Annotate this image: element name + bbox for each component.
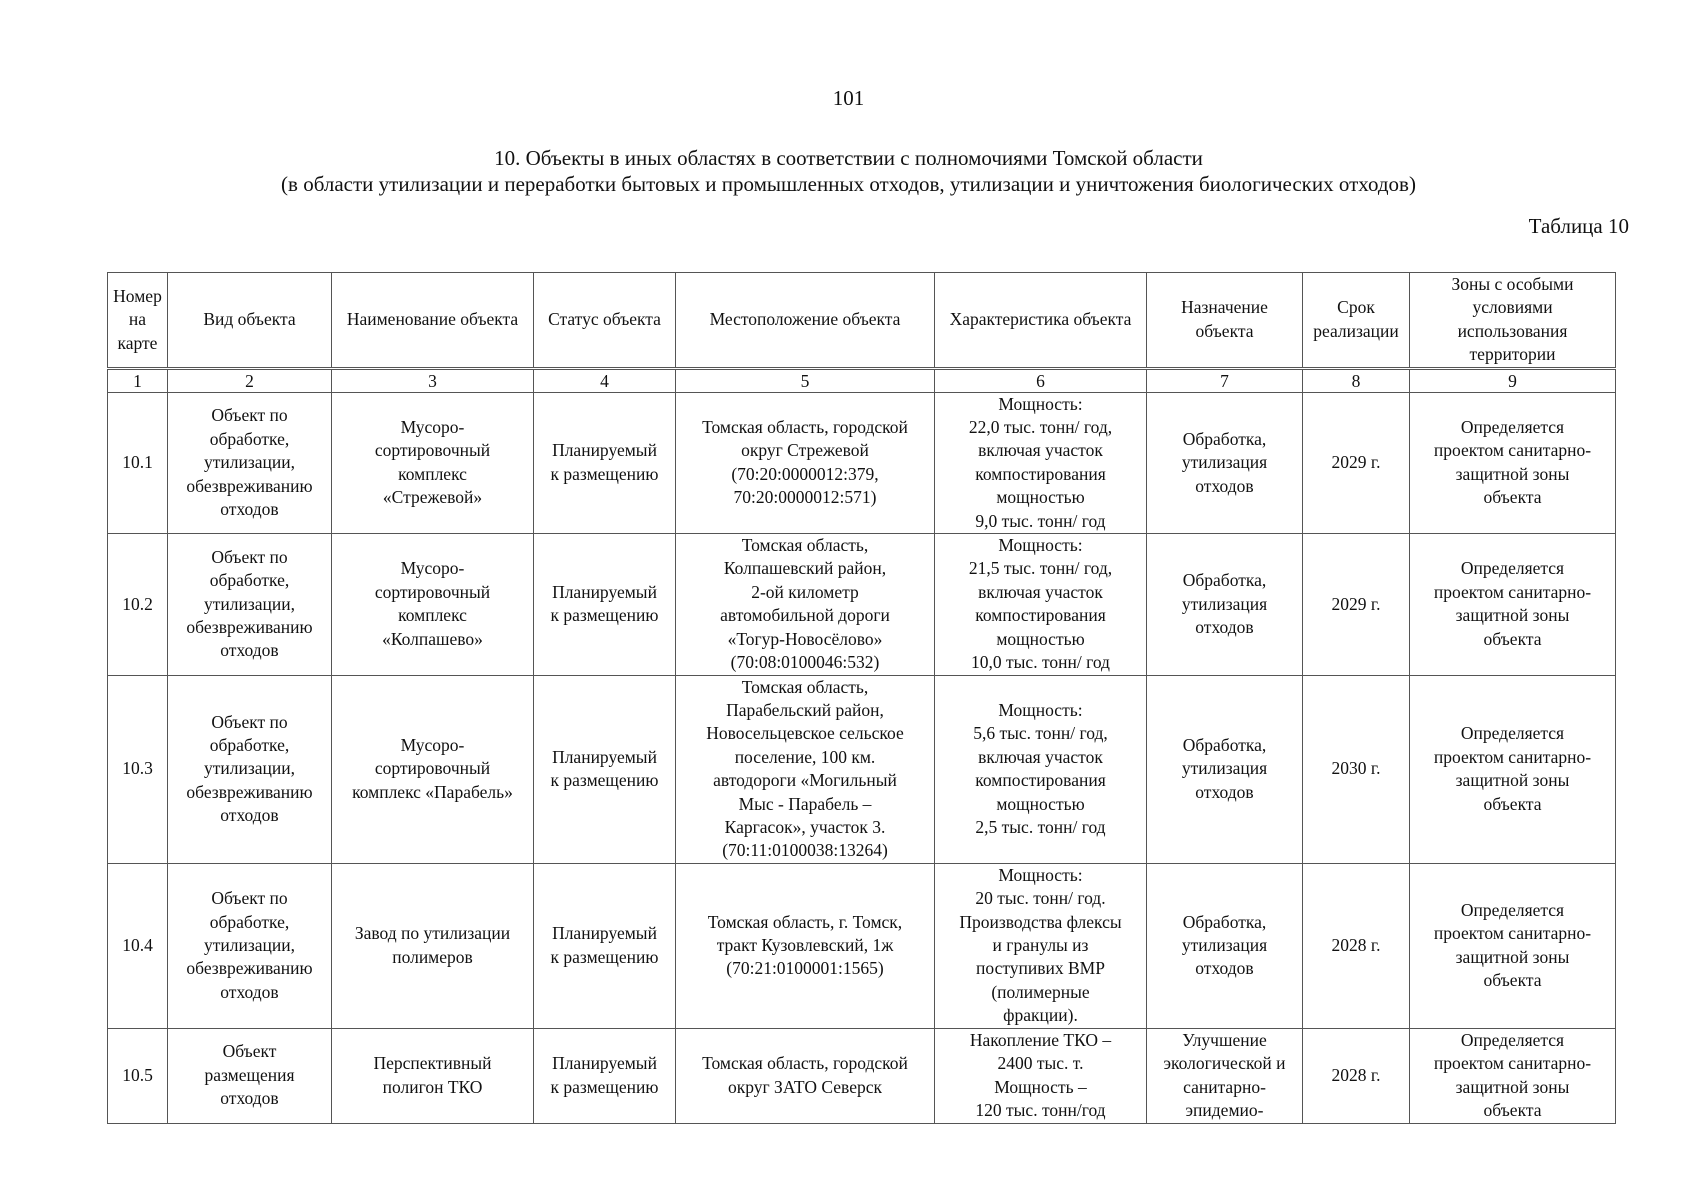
column-number: 7 xyxy=(1147,368,1303,392)
cell-term: 2029 г. xyxy=(1303,392,1410,533)
cell-term: 2028 г. xyxy=(1303,1028,1410,1123)
cell-type: Объект по обработке, утилизации, обезвреживанию отходов xyxy=(168,534,332,675)
cell-location: Томская область, г. Томск, тракт Кузовлевский, 1ж (70:21:0100001:1565) xyxy=(676,863,935,1028)
cell-name: Мусоро- сортировочный комплекс «Парабель» xyxy=(332,675,534,863)
objects-table xyxy=(107,272,1616,1124)
header-cell-type: Вид объекта xyxy=(168,273,332,369)
cell-characteristic: Мощность: 21,5 тыс. тонн/ год, включая участок компостирования мощностью 10,0 тыс. тонн/ год xyxy=(935,534,1147,675)
cell-type: Объект по обработке, утилизации, обезвреживанию отходов xyxy=(168,392,332,533)
cell-purpose: Обработка, утилизация отходов xyxy=(1147,863,1303,1028)
cell-location: Томская область, городской округ Стрежевой (70:20:0000012:379, 70:20:0000012:571) xyxy=(676,392,935,533)
column-number: 2 xyxy=(168,368,332,392)
cell-status: Планируемый к размещению xyxy=(534,675,676,863)
table-row xyxy=(108,863,1616,1028)
column-number-row xyxy=(108,368,1616,392)
heading-line-2: (в области утилизации и переработки бытовых и промышленных отходов, утилизации и уничтожения биологических отходов) xyxy=(281,172,1416,196)
cell-type: Объект по обработке, утилизации, обезвреживанию отходов xyxy=(168,675,332,863)
column-number: 4 xyxy=(534,368,676,392)
cell-name: Перспективный полигон ТКО xyxy=(332,1028,534,1123)
cell-status: Планируемый к размещению xyxy=(534,863,676,1028)
cell-zones: Определяется проектом санитарно- защитной зоны объекта xyxy=(1410,863,1616,1028)
header-row xyxy=(108,273,1616,369)
cell-name: Мусоро- сортировочный комплекс «Колпашево» xyxy=(332,534,534,675)
cell-number: 10.1 xyxy=(108,392,168,533)
cell-zones: Определяется проектом санитарно- защитной зоны объекта xyxy=(1410,392,1616,533)
cell-term: 2029 г. xyxy=(1303,534,1410,675)
column-number: 8 xyxy=(1303,368,1410,392)
cell-name: Мусоро- сортировочный комплекс «Стрежевой» xyxy=(332,392,534,533)
cell-zones: Определяется проектом санитарно- защитной зоны объекта xyxy=(1410,675,1616,863)
cell-zones: Определяется проектом санитарно- защитной зоны объекта xyxy=(1410,1028,1616,1123)
cell-characteristic: Мощность: 5,6 тыс. тонн/ год, включая участок компостирования мощностью 2,5 тыс. тонн/ год xyxy=(935,675,1147,863)
table-row xyxy=(108,392,1616,533)
cell-number: 10.2 xyxy=(108,534,168,675)
cell-characteristic: Накопление ТКО – 2400 тыс. т. Мощность – 120 тыс. тонн/год xyxy=(935,1028,1147,1123)
heading-line-1: 10. Объекты в иных областях в соответствии с полномочиями Томской области xyxy=(494,146,1203,170)
header-cell-zones: Зоны с особыми условиями использования территории xyxy=(1410,273,1616,369)
cell-status: Планируемый к размещению xyxy=(534,534,676,675)
cell-name: Завод по утилизации полимеров xyxy=(332,863,534,1028)
cell-number: 10.3 xyxy=(108,675,168,863)
header-cell-status: Статус объекта xyxy=(534,273,676,369)
header-cell-purpose: Назначение объекта xyxy=(1147,273,1303,369)
cell-location: Томская область, Парабельский район, Новосельцевское сельское поселение, 100 км. автодороги «Могильный Мыс - Парабель – Каргасок», участок 3. (70:11:0100038:13264) xyxy=(676,675,935,863)
column-number: 6 xyxy=(935,368,1147,392)
cell-purpose: Обработка, утилизация отходов xyxy=(1147,675,1303,863)
column-number: 1 xyxy=(108,368,168,392)
header-cell-characteristic: Характеристика объекта xyxy=(935,273,1147,369)
cell-type: Объект размещения отходов xyxy=(168,1028,332,1123)
cell-characteristic: Мощность: 22,0 тыс. тонн/ год, включая участок компостирования мощностью 9,0 тыс. тонн/ год xyxy=(935,392,1147,533)
header-cell-term: Срок реализации xyxy=(1303,273,1410,369)
cell-number: 10.4 xyxy=(108,863,168,1028)
cell-characteristic: Мощность: 20 тыс. тонн/ год. Производства флексы и гранулы из поступивих ВМР (полимерные фракции). xyxy=(935,863,1147,1028)
cell-term: 2030 г. xyxy=(1303,675,1410,863)
column-number: 3 xyxy=(332,368,534,392)
cell-location: Томская область, городской округ ЗАТО Северск xyxy=(676,1028,935,1123)
cell-purpose: Улучшение экологической и санитарно- эпидемио- xyxy=(1147,1028,1303,1123)
cell-status: Планируемый к размещению xyxy=(534,392,676,533)
header-cell-location: Местоположение объекта xyxy=(676,273,935,369)
column-number: 5 xyxy=(676,368,935,392)
page-number: 101 xyxy=(832,86,865,110)
cell-purpose: Обработка, утилизация отходов xyxy=(1147,534,1303,675)
header-cell-name: Наименование объекта xyxy=(332,273,534,369)
table-row xyxy=(108,534,1616,675)
table-row xyxy=(108,1028,1616,1123)
cell-zones: Определяется проектом санитарно- защитной зоны объекта xyxy=(1410,534,1616,675)
cell-term: 2028 г. xyxy=(1303,863,1410,1028)
table-label: Таблица 10 xyxy=(1528,214,1629,238)
cell-status: Планируемый к размещению xyxy=(534,1028,676,1123)
document-heading xyxy=(0,145,1697,197)
cell-location: Томская область, Колпашевский район, 2-ой километр автомобильной дороги «Тогур-Новосёлово» (70:08:0100046:532) xyxy=(676,534,935,675)
cell-number: 10.5 xyxy=(108,1028,168,1123)
cell-type: Объект по обработке, утилизации, обезвреживанию отходов xyxy=(168,863,332,1028)
header-cell-number: Номер на карте xyxy=(108,273,168,369)
table-row xyxy=(108,675,1616,863)
cell-purpose: Обработка, утилизация отходов xyxy=(1147,392,1303,533)
column-number: 9 xyxy=(1410,368,1616,392)
